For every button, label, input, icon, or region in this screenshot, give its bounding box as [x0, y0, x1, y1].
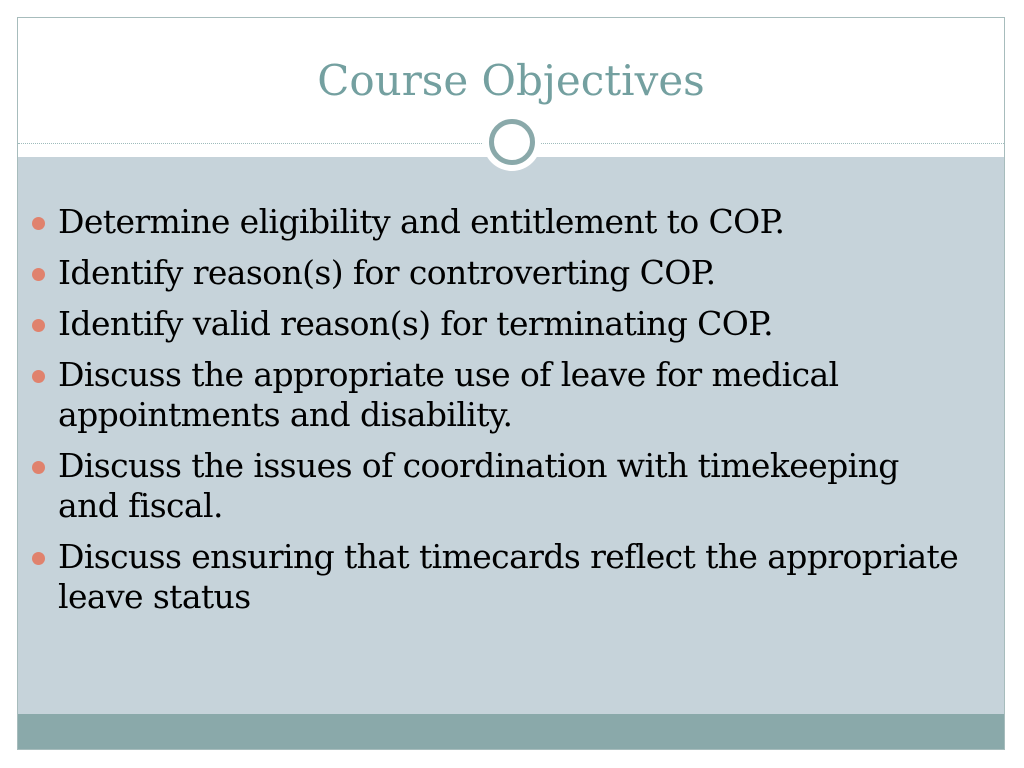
circle-ornament-icon — [483, 113, 541, 171]
bullet-item — [30, 304, 960, 344]
bullet-text: Discuss the issues of coordination with timekeeping and fiscal. — [58, 446, 899, 525]
bullet-dot-icon — [32, 217, 45, 230]
bullet-item — [30, 446, 960, 526]
bullet-text: Discuss ensuring that timecards reflect the appropriate leave status — [58, 537, 959, 616]
bullet-item — [30, 202, 960, 242]
bullet-text: Identify reason(s) for controverting COP. — [58, 253, 716, 292]
bullet-text: Discuss the appropriate use of leave for medical appointments and disability. — [58, 355, 839, 434]
bullet-text: Identify valid reason(s) for terminating COP. — [58, 304, 774, 343]
ornament-ring — [489, 119, 535, 165]
bullet-item — [30, 253, 960, 293]
slide-title: Course Objectives — [317, 56, 705, 105]
bullet-text: Determine eligibility and entitlement to COP. — [58, 202, 785, 241]
bullet-dot-icon — [32, 461, 45, 474]
bullet-dot-icon — [32, 268, 45, 281]
bullet-dot-icon — [32, 552, 45, 565]
bullet-list — [30, 202, 960, 628]
bullet-dot-icon — [32, 370, 45, 383]
bullet-item — [30, 355, 960, 435]
bullet-item — [30, 537, 960, 617]
bullet-dot-icon — [32, 319, 45, 332]
footer-band — [18, 714, 1004, 749]
